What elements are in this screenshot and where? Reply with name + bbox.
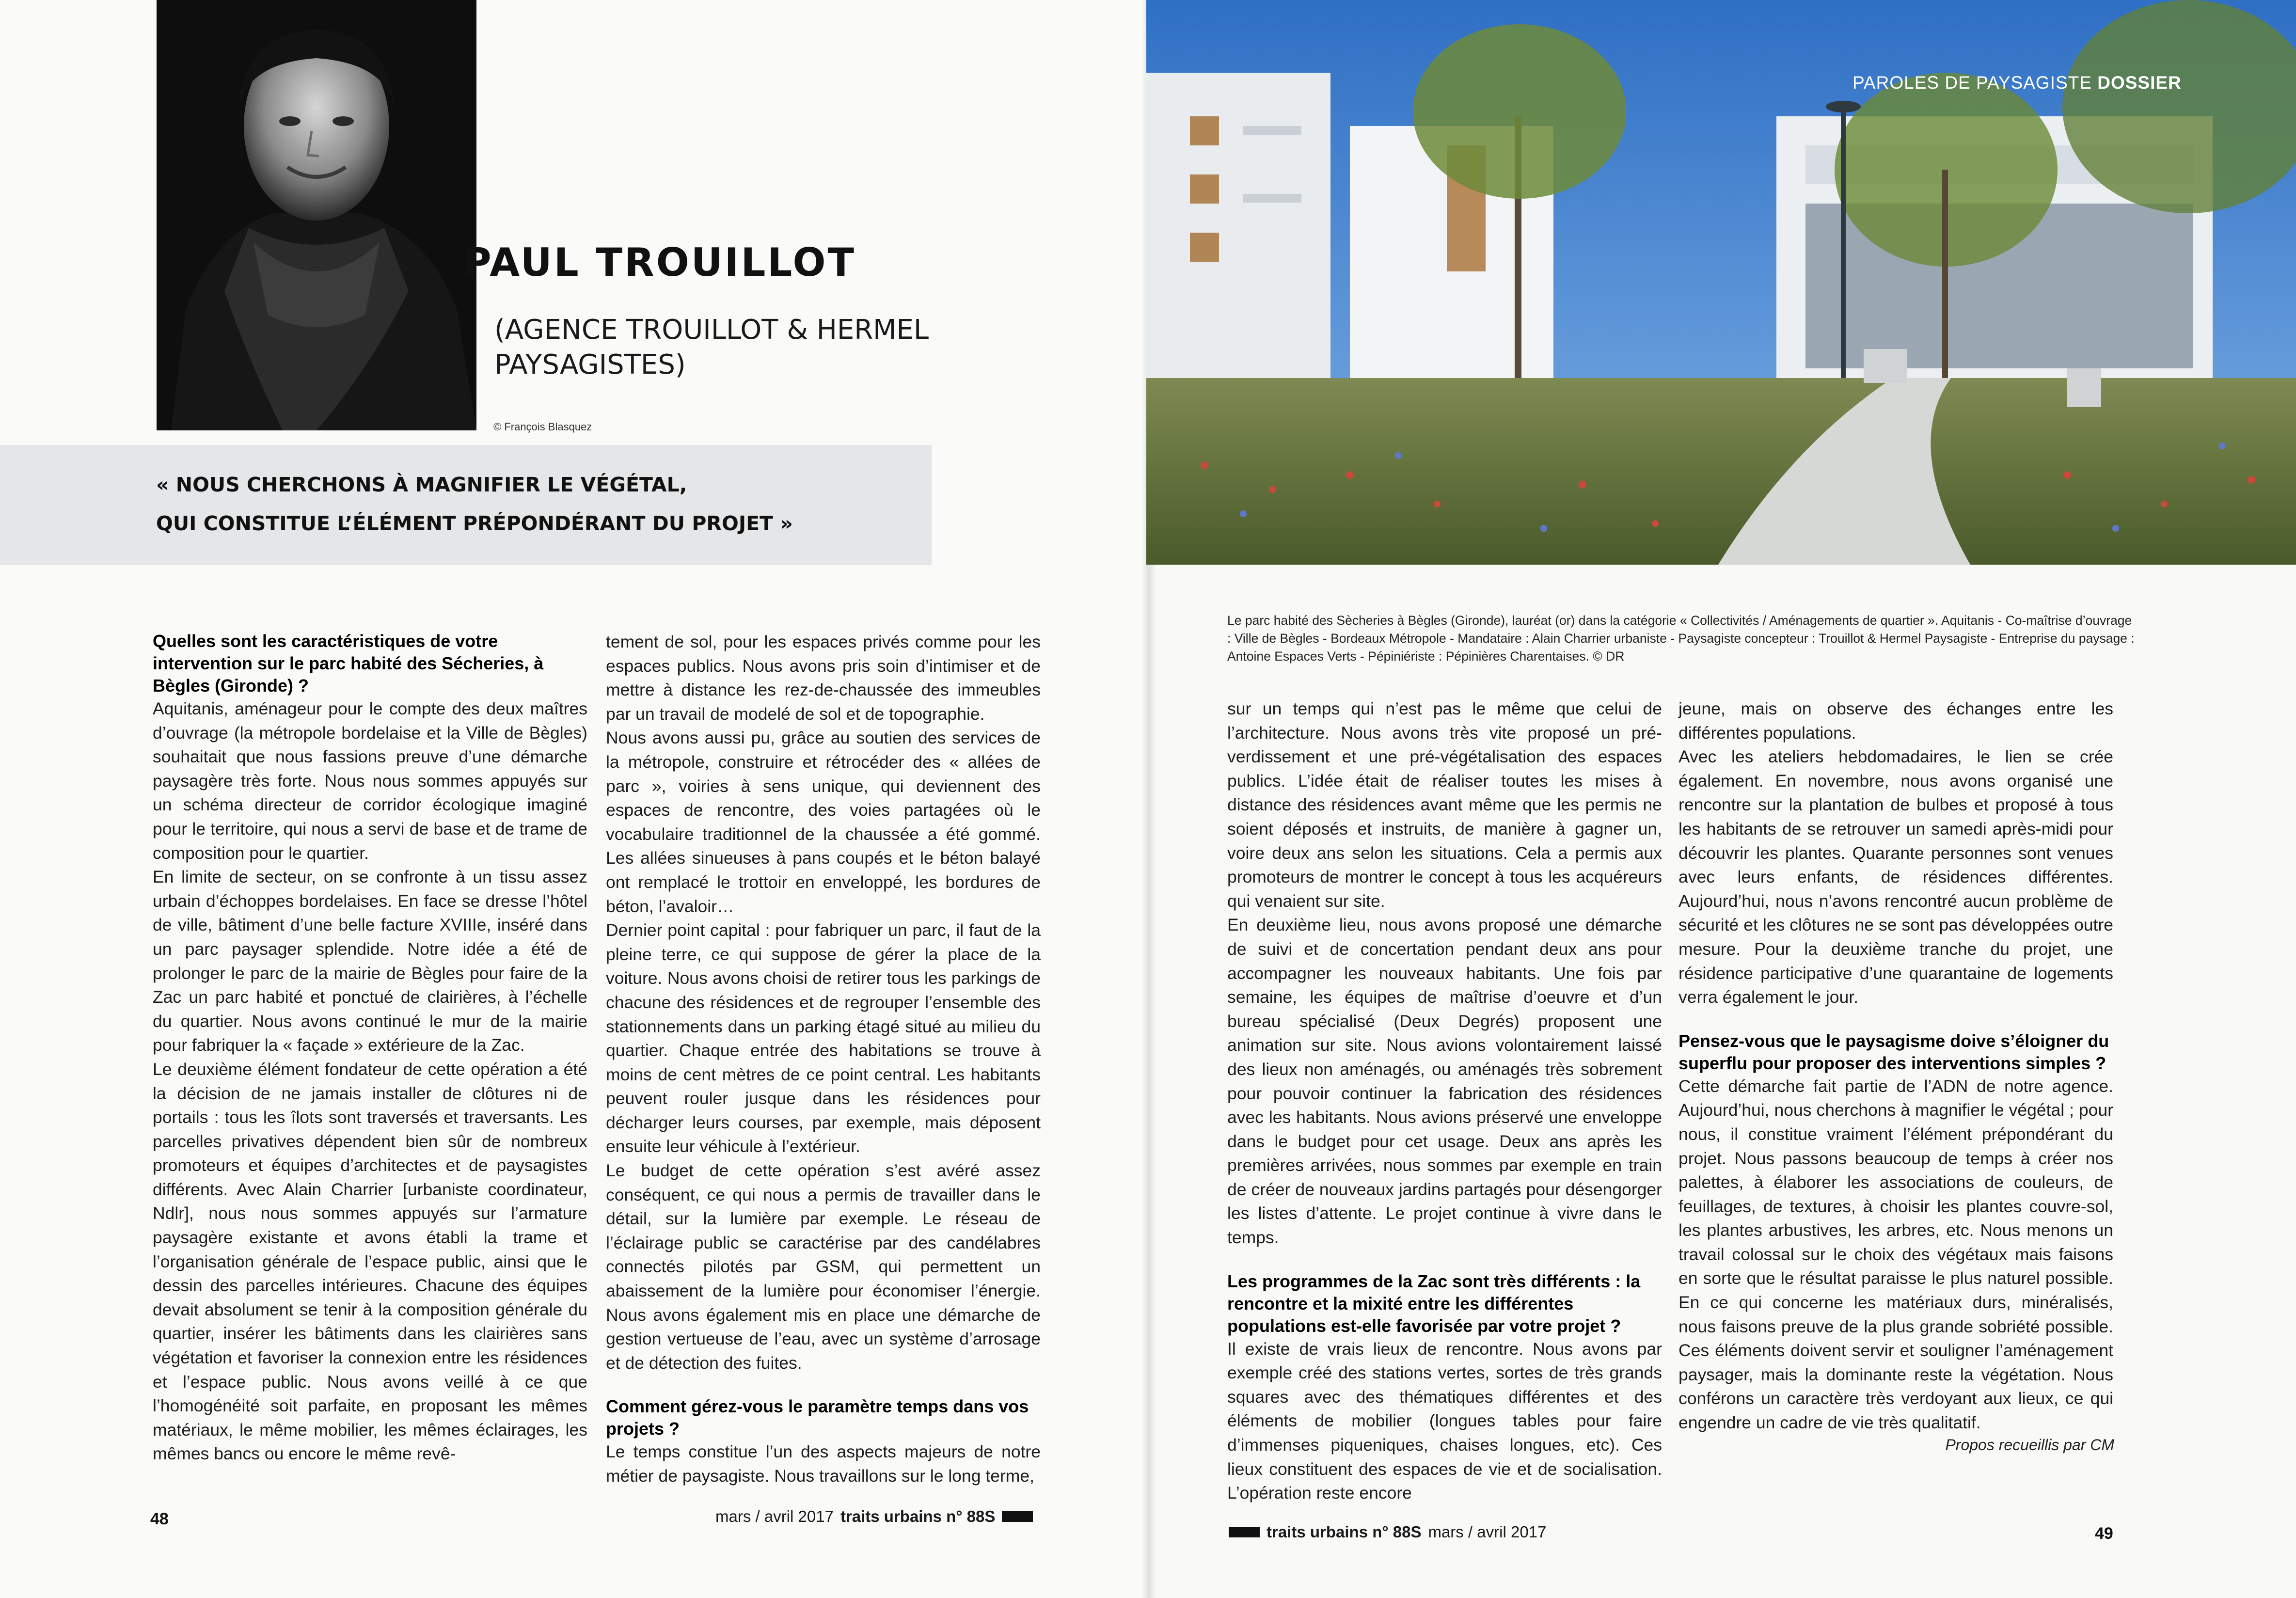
- paragraph: Le budget de cette opération s’est avéré assez conséquent, ce qui nous a permis de travailler dans le détail, sur la lumière par exemple. Le réseau de l’éclairage public se caractérise par des candélabres connectés pilotés par GSM, qui permettent un abaissement de la lumière pour économiser l’énergie. Nous avons également mis en place une démarche de gestion vertueuse de l’eau, avec un système d’arrosage et de détection des fuites.: [606, 1161, 1041, 1373]
- section-label-dossier: DOSSIER: [2097, 73, 2182, 93]
- question-heading: Comment gérez-vous le paramètre temps dans vos projets ?: [606, 1396, 1029, 1439]
- paragraph: Aquitanis, aménageur pour le compte des deux maîtres d’ouvrage (la métropole bordelaise et la Ville de Bègles) souhaitait que nous fassions preuve d’une démarche paysagère très forte. Nous nous sommes appuyés sur un schéma directeur de corridor écologique imaginé pour le territoire, qui nous a servi de base et de trame de composition pour le quartier.: [153, 699, 587, 863]
- pull-quote: [156, 465, 883, 543]
- footer-left: [715, 1507, 1033, 1526]
- agency-name: (AGENCE TROUILLOT & HERMEL PAYSAGISTES): [494, 314, 929, 380]
- spacer: [606, 1375, 1041, 1395]
- photo-caption: Le parc habité des Sècheries à Bègles (Gironde), lauréat (or) dans la catégorie « Collectivités / Aménagements de quartier ». Aquitanis - Co-maîtrise d’ouvrage : Ville de Bègles - Bordeaux Métropole - Mandataire : Alain Charrier urbaniste - Paysagiste concepteur : Trouillot & Hermel Paysagiste - Entreprise du paysage : Antoine Espaces Verts - Pépiniériste : Pépinières Charentaises. © DR: [1227, 613, 2135, 664]
- question-heading: Les programmes de la Zac sont très différents : la rencontre et la mixité entre les différentes populations est-elle favorisée par votre projet ?: [1227, 1271, 1641, 1336]
- spacer: [1227, 1250, 1662, 1270]
- paragraph: sur un temps qui n’est pas le même que celui de l’architecture. Nous avons très vite proposé un pré-verdissement et une pré-végétalisation des espaces publics. L’idée était de réaliser toutes les mises à distance des résidences avant même que les permis ne soient déposés et instruits, de manière à gagner un, voire deux ans selon les situations. Cela a permis aux promoteurs de montrer le concept à tous les acquéreurs qui venaient sur site.: [1227, 699, 1662, 911]
- paragraph: En deuxième lieu, nous avons proposé une démarche de suivi et de concertation pendant deux ans pour accompagner les nouveaux habitants. Une fois par semaine, les équipes de maîtrise d’oeuvre et d’un bureau spécialisé (Deux Degrés) proposent une animation sur site. Nous avions volontairement laissé des lieux non aménagés, ou aménagés très sobrement pour pouvoir continuer la fabrication des résidences avec les habitants. Nous avions préservé une enveloppe dans le budget pour cet usage. Deux ans après les premières arrivées, nous sommes par exemple en train de créer de nouveaux jardins partagés pour désengorger les listes d’attente. Le projet continue à vivre dans le temps.: [1227, 915, 1662, 1248]
- text-column-1: [153, 630, 587, 1466]
- photo-credit: © François Blasquez: [493, 421, 592, 433]
- paragraph: En limite de secteur, on se confronte à un tissu assez urbain d’échoppes bordelaises. En face se dresse l’hôtel de ville, bâtiment d’une belle facture XVIIIe, inséré dans un parc paysager splendide. Notre idée a été de prolonger le parc de la mairie de Bègles pour faire de la Zac un parc habité et ponctué de clairières, à l’échelle du quartier. Nous avons continué le mur de la mairie pour fabriquer la « façade » extérieure de la Zac.: [153, 867, 587, 1055]
- paragraph: Dernier point capital : pour fabriquer un parc, il faut de la pleine terre, ce qui suppose de gérer la place de la voiture. Nous avons choisi de retirer tous les parkings de chacune des résidences et de regrouper l’ensemble des stationnements dans un parking étagé situé au milieu du quartier. Chaque entrée des habitations se trouve à moins de cent mètres de ce point central. Les habitants peuvent rouler jusque dans les résidences pour décharger leurs courses, par exemple, mais déposent ensuite leur véhicule à l’extérieur.: [606, 920, 1041, 1156]
- page-number-left: 48: [150, 1510, 169, 1528]
- text-column-2: [606, 630, 1041, 1488]
- footer-date: mars / avril 2017: [715, 1507, 834, 1525]
- pull-quote-line-1: « NOUS CHERCHONS À MAGNIFIER LE VÉGÉTAL,: [156, 473, 687, 496]
- paragraph: jeune, mais on observe des échanges entre les différentes populations.: [1678, 699, 2113, 743]
- paragraph: Il existe de vrais lieux de rencontre. Nous avons par exemple créé des stations vertes, sortes de très grands squares avec des thématiques différentes et des éléments de mobilier (longues tables pour faire d’immenses piqueniques, chaises longues, etc). Ces lieux constituent des espaces de vie et de socialisation. L’opération reste encore: [1227, 1339, 1662, 1503]
- text-column-3: [1227, 697, 1662, 1505]
- question-heading: Quelles sont les caractéristiques de votre intervention sur le parc habité des Sécheries, à Bègles (Gironde) ?: [153, 631, 544, 696]
- footer-bar-mark: [1002, 1511, 1033, 1522]
- footer-right: [1229, 1523, 1546, 1541]
- footer-date: mars / avril 2017: [1428, 1523, 1547, 1541]
- text-column-4: [1678, 697, 2113, 1435]
- paragraph: Le deuxième élément fondateur de cette opération a été la décision de ne jamais installer de clôtures ni de portails : tous les îlots sont traversés et traversants. Les parcelles privatives dépendent bien sûr de nombreux promoteurs et équipes d’architectes et de paysagistes différents. Avec Alain Charrier [urbaniste coordinateur, Ndlr], nous nous sommes appuyés sur l’armature paysagère existante et avons établi la trame et l’organisation générale de l’espace public, ainsi que le dessin des parcelles intérieures. Chacune des équipes devait absolument se tenir à la composition générale du quartier, insérer les bâtiments dans les clairières sans végétation et favoriser la connexion entre les résidences et l’espace public. Nous avons veillé à ce que l’homogénéité soit parfaite, en proposant les mêmes matériaux, le même mobilier, les mêmes éclairages, les mêmes bancs ou encore le même revê-: [153, 1059, 587, 1464]
- paragraph: Nous avons aussi pu, grâce au soutien des services de la métropole, construire et rétrocéder des « allées de parc », voiries à sens unique, qui deviennent des espaces de rencontre, des voies partagées où le vocabulaire traditionnel de la chaussée a été gommé. Les allées sinueuses à pans coupés et le béton balayé ont remplacé le trottoir en enveloppé, les bordures de béton, l’avaloir…: [606, 728, 1041, 916]
- paragraph: tement de sol, pour les espaces privés comme pour les espaces publics. Nous avons pris soin d’intimiser et de mettre à distance les rez-de-chaussée des immeubles par un travail de modelé de sol et de topographie.: [606, 632, 1041, 724]
- footer-bar-mark: [1229, 1527, 1260, 1537]
- paragraph: Cette démarche fait partie de l’ADN de notre agence. Aujourd’hui, nous cherchons à magnifier le végétal ; pour nous, il constitue vraiment l’élément prépondérant du projet. Nous passons beaucoup de temps à créer nos palettes, à élaborer les associations de couleurs, de feuillages, de textures, à choisir les plantes couvre-sol, les plantes arbustives, les arbres, etc. Nous menons un travail colossal sur le choix des végétaux mais faisons en sorte que le résultat paraisse le plus naturel possible. En ce qui concerne les matériaux durs, minéralisés, nous faisons preuve de la plus grande sobriété possible. Ces éléments doivent servir et souligner l’aménagement paysager, mais la dominante reste la végétation. Nous conférons un caractère très verdoyant aux lieux, ce qui engendre un cadre de vie très qualitatif.: [1678, 1076, 2113, 1433]
- paragraph: Avec les ateliers hebdomadaires, le lien se crée également. En novembre, nous avons organisé une rencontre sur la plantation de bulbes et proposé à tous les habitants de se retrouver un samedi après-midi pour découvrir les plantes. Quarante personnes sont venues avec leurs enfants, de résidences différentes. Aujourd’hui, nous n’avons rencontré aucun problème de sécurité et les clôtures ne se sont pas développées outre mesure. Pour la deuxième tranche du projet, une résidence participative d’une quarantaine de logements verra également le jour.: [1678, 747, 2113, 1007]
- portrait-photo: [157, 0, 476, 430]
- interview-credit: Propos recueillis par CM: [1945, 1436, 2114, 1454]
- page-number-right: 49: [2095, 1524, 2113, 1543]
- paragraph: Le temps constitue l’un des aspects majeurs de notre métier de paysagiste. Nous travaillons sur le long terme,: [606, 1442, 1041, 1486]
- footer-magazine: traits urbains n° 88S: [1267, 1523, 1422, 1541]
- pull-quote-line-2: QUI CONSTITUE L’ÉLÉMENT PRÉPONDÉRANT DU PROJET »: [156, 512, 793, 535]
- section-label: [1853, 73, 2182, 93]
- footer-magazine: traits urbains n° 88S: [840, 1507, 996, 1525]
- spacer: [1678, 1010, 2113, 1030]
- interviewee-name: PAUL TROUILLOT: [463, 240, 856, 285]
- section-label-rubric: PAROLES DE PAYSAGISTE: [1853, 73, 2092, 93]
- question-heading: Pensez-vous que le paysagisme doive s’éloigner du superflu pour proposer des interventions simples ?: [1678, 1030, 2109, 1073]
